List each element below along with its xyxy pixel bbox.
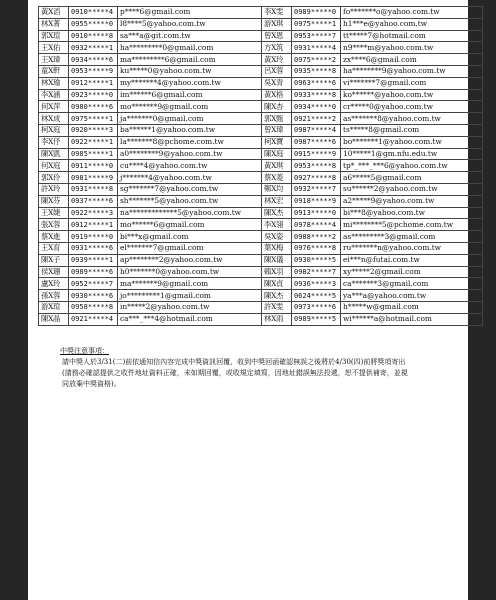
winner-phone: 0921*****4 — [69, 313, 118, 325]
winner-phone: 0934*****0 — [292, 101, 341, 113]
winner-name: 黃X琪 — [262, 160, 292, 172]
winner-phone: 0922*****3 — [69, 207, 118, 219]
winner-phone: 0976*****8 — [292, 242, 341, 254]
winner-name: 王X瑋 — [39, 54, 69, 66]
winner-phone: 0920*****3 — [69, 124, 118, 136]
winner-name: 陳X子 — [39, 254, 69, 266]
winner-phone: 0989*****0 — [292, 7, 341, 19]
winner-email: bi***8@yahoo.com.tw — [341, 207, 483, 219]
winner-name: 林X瑜 — [39, 77, 69, 89]
notes-line-1: 請中獎人於3/31(二)前依通知信內容完成中獎資訊回覆，收到中獎回函確認無誤之後將於4/30(四)前將獎項寄出 — [62, 358, 406, 366]
winner-email: zx****6@gmail.com — [341, 54, 483, 66]
winner-email: ko******@yahoo.com.tw — [341, 89, 483, 101]
winner-email: jo*********1@gmail.com — [118, 290, 262, 302]
winner-name: 陳X晶 — [39, 313, 69, 325]
table-row — [39, 195, 483, 207]
table-row — [39, 160, 483, 172]
winner-email: ru*******n@yahoo.com.tw — [341, 242, 483, 254]
table-row — [39, 290, 483, 302]
winner-name: 陳X凱 — [39, 148, 69, 160]
winner-phone: 0927*****8 — [292, 172, 341, 184]
winner-name: 陳X貞 — [262, 278, 292, 290]
winner-email: cu****4@yahoo.com.tw — [118, 160, 262, 172]
table-row — [39, 242, 483, 254]
winner-email: a0********9@yahoo.com.tw — [118, 148, 262, 160]
winner-name: 李X翎 — [262, 219, 292, 231]
winner-phone: 0913*****0 — [292, 207, 341, 219]
table-row — [39, 313, 483, 325]
winner-name: 許X玲 — [39, 183, 69, 195]
winner-email: bi***x@gmail.com — [118, 231, 262, 243]
winner-email: mi********5@pchome.com.tw — [341, 219, 483, 231]
table-row — [39, 101, 483, 113]
winner-email: el*******7@gmail.com — [118, 242, 262, 254]
winner-phone: 0921*****2 — [292, 113, 341, 125]
winner-email: ei***n@futai.com.tw — [341, 254, 483, 266]
winner-phone: 0955*****0 — [69, 18, 118, 30]
winner-phone: 0982*****7 — [292, 266, 341, 278]
winner-name: 鄭X均 — [262, 183, 292, 195]
winner-name: 郭X瑄 — [39, 30, 69, 42]
winner-email: ca*******3@gmail.com — [341, 278, 483, 290]
winner-email: tp*_***_***6@yahoo.com.tw — [341, 160, 483, 172]
winner-name: 曾X瑋 — [262, 124, 292, 136]
winner-email: ba******1@yahoo.com.tw — [118, 124, 262, 136]
table-row — [39, 172, 483, 184]
table-row — [39, 219, 483, 231]
winner-email: sa***a@git.com.tw — [118, 30, 262, 42]
winner-email: a2*****9@yahoo.com.tw — [341, 195, 483, 207]
winner-phone: 0939*****1 — [69, 254, 118, 266]
table-row — [39, 266, 483, 278]
winner-phone: 0915*****9 — [292, 148, 341, 160]
winner-name: 游X瑄 — [39, 301, 69, 313]
winner-phone: 0935*****8 — [292, 65, 341, 77]
winner-phone: 0987*****4 — [292, 124, 341, 136]
winner-phone: 0910*****8 — [69, 30, 118, 42]
notes-line-2: (請務必確認提供之收件地址資料正確，未如期回覆，或收規定填寫，因地址錯誤無法投遞，恕不提供補寄，並視 — [62, 369, 408, 377]
winner-name: 陳X庭 — [262, 148, 292, 160]
winner-phone: 0958*****8 — [69, 301, 118, 313]
winner-phone: 0973*****6 — [292, 301, 341, 313]
winner-email: wi******a@hotmail.com — [341, 313, 483, 325]
notes-heading: 中獎注意事項： — [60, 347, 109, 355]
table-row — [39, 301, 483, 313]
winner-name: 方X筑 — [262, 42, 292, 54]
winner-name: 林X菁 — [39, 18, 69, 30]
winner-email: l8****5@yahoo.com.tw — [118, 18, 262, 30]
table-row — [39, 30, 483, 42]
table-row — [39, 89, 483, 101]
table-row — [39, 54, 483, 66]
winner-name: 盧X玲 — [39, 278, 69, 290]
winner-name: 林X成 — [39, 113, 69, 125]
winner-email: ha*********0@gmail.com — [118, 42, 262, 54]
table-row — [39, 124, 483, 136]
winner-phone: 0989*****5 — [292, 313, 341, 325]
winner-email: h1***e@yahoo.com.tw — [341, 18, 483, 30]
winner-email: fo*******o@yahoo.com.tw — [341, 7, 483, 19]
winner-phone: 0918*****9 — [292, 195, 341, 207]
winner-phone: 0975*****2 — [292, 54, 341, 66]
winner-phone: 0930*****6 — [69, 290, 118, 302]
winner-name: 曾X恩 — [262, 30, 292, 42]
winner-name: 柯X寶 — [262, 136, 292, 148]
winner-email: la*******8@pchome.com.tw — [118, 136, 262, 148]
winner-name: 游X琪 — [262, 18, 292, 30]
winner-name: 侯X珊 — [39, 266, 69, 278]
winner-name: 王X佑 — [39, 42, 69, 54]
winner-name: 陳X儀 — [262, 254, 292, 266]
winner-phone: 0932*****7 — [292, 183, 341, 195]
winner-phone: 0953*****9 — [69, 65, 118, 77]
winner-name: 蔡X菱 — [262, 172, 292, 184]
winners-table-body — [39, 7, 483, 326]
winner-email: mo*******9@gmail.com — [118, 101, 262, 113]
winner-email: ma*********6@gmail.com — [118, 54, 262, 66]
winner-phone: 0922*****1 — [69, 136, 118, 148]
winner-name: 何X萍 — [39, 101, 69, 113]
winner-phone: 0912*****1 — [69, 77, 118, 89]
winner-phone: 0912*****1 — [69, 219, 118, 231]
winner-phone: 0981*****9 — [69, 172, 118, 184]
winner-phone: 0963*****6 — [292, 77, 341, 89]
table-row — [39, 42, 483, 54]
winner-name: 黃X滔 — [39, 7, 69, 19]
winner-phone: 0975*****1 — [292, 18, 341, 30]
winner-email: a6*****5@gmail.com — [341, 172, 483, 184]
table-row — [39, 113, 483, 125]
winner-phone: 0919*****0 — [69, 231, 118, 243]
winner-phone: 0936*****3 — [292, 278, 341, 290]
winner-name: 郭X伶 — [39, 172, 69, 184]
table-row — [39, 65, 483, 77]
winner-name: 李X涵 — [39, 89, 69, 101]
winner-name: 呂X蓉 — [262, 65, 292, 77]
winner-name: 葉X梅 — [262, 242, 292, 254]
winner-phone: 0931*****6 — [69, 242, 118, 254]
table-row — [39, 148, 483, 160]
winner-name: 童X軒 — [39, 65, 69, 77]
table-row — [39, 207, 483, 219]
winner-email: ap********2@yahoo.com.tw — [118, 254, 262, 266]
table-row — [39, 231, 483, 243]
winner-phone: 0934*****6 — [69, 54, 118, 66]
winner-email: tt*****7@hotmail.com — [341, 30, 483, 42]
table-row — [39, 77, 483, 89]
winner-phone: 0952*****7 — [69, 278, 118, 290]
notes-line-3: 同放棄中獎資格)。 — [62, 380, 121, 388]
winner-email: ts*****8@gmail.com — [341, 124, 483, 136]
winner-email: my*******4@yahoo.com.tw — [118, 77, 262, 89]
winner-phone: 0978*****4 — [292, 219, 341, 231]
winner-email: sh*******5@yahoo.com.tw — [118, 195, 262, 207]
winner-phone: 0931*****8 — [69, 183, 118, 195]
winner-name: 黃X格 — [262, 89, 292, 101]
table-row — [39, 183, 483, 195]
table-row — [39, 7, 483, 19]
winner-name: 孫X蓉 — [39, 290, 69, 302]
winner-name: 王X婕 — [39, 207, 69, 219]
winner-name: 許X雯 — [262, 301, 292, 313]
winner-phone: 0987*****6 — [292, 136, 341, 148]
winner-email: im******6@gmail.com — [118, 89, 262, 101]
winner-phone: 0933*****8 — [292, 89, 341, 101]
winner-name: 賴X羽 — [262, 266, 292, 278]
winner-email: su******2@yahoo.com.tw — [341, 183, 483, 195]
winner-email: 10*****1@gm.nfu.edu.tw — [341, 148, 483, 160]
winner-email: ya***a@yahoo.com.tw — [341, 290, 483, 302]
winner-email: bo*******1@yahoo.com.tw — [341, 136, 483, 148]
winner-email: ku*****0@yahoo.com.tw — [118, 65, 262, 77]
winner-phone: 0624*****5 — [292, 290, 341, 302]
winner-phone: 0988*****2 — [292, 231, 341, 243]
winner-name: 吳X青 — [262, 77, 292, 89]
winner-email: p****6@gmail.com — [118, 7, 262, 19]
winner-phone: 0980*****6 — [69, 101, 118, 113]
winner-email: as*********3@gmail.com — [341, 231, 483, 243]
winner-phone: 0953*****7 — [292, 30, 341, 42]
winner-name: 張X蓉 — [39, 219, 69, 231]
winner-name: 陳X芬 — [39, 195, 69, 207]
winner-email: mo******6@gmail.com — [118, 219, 262, 231]
table-row — [39, 18, 483, 30]
winner-name: 李X雯 — [262, 7, 292, 19]
winner-phone: 0932*****1 — [69, 42, 118, 54]
winner-email: in*****2@yahoo.com.tw — [118, 301, 262, 313]
winner-phone: 0975*****1 — [69, 113, 118, 125]
winner-email: j*******4@yahoo.com.tw — [118, 172, 262, 184]
winner-email: n9****m@yahoo.com.tw — [341, 42, 483, 54]
winner-email: sg*******7@yahoo.com.tw — [118, 183, 262, 195]
winner-notes — [60, 346, 450, 390]
winners-table — [38, 6, 483, 326]
winner-name: 陳X杰 — [262, 207, 292, 219]
winner-name: 李X伃 — [39, 136, 69, 148]
winner-email: h0*******0@yahoo.com.tw — [118, 266, 262, 278]
winner-email: cr*****0@yahoo.com.tw — [341, 101, 483, 113]
winner-name: 林X宏 — [262, 195, 292, 207]
winner-phone: 0931*****4 — [292, 42, 341, 54]
winner-email: vi*******7@gmail.com — [341, 77, 483, 89]
winner-email: na*************5@yahoo.com.tw — [118, 207, 262, 219]
winner-name: 郭X甄 — [262, 113, 292, 125]
winner-email: xy*****2@gmail.com — [341, 266, 483, 278]
winner-phone: 0923*****0 — [69, 89, 118, 101]
winner-phone: 0985*****1 — [69, 148, 118, 160]
winner-phone: 0930*****5 — [292, 254, 341, 266]
winner-name: 陳X杰 — [262, 290, 292, 302]
winner-phone: 0911*****0 — [69, 160, 118, 172]
winner-name: 蔡X進 — [39, 231, 69, 243]
winner-email: ca***_***4@hotmail.com — [118, 313, 262, 325]
winner-name: 林X雨 — [262, 313, 292, 325]
table-row — [39, 254, 483, 266]
winner-email: as*******8@yahoo.com.tw — [341, 113, 483, 125]
winner-email: ja*******0@gmail.com — [118, 113, 262, 125]
winner-phone: 0937*****6 — [69, 195, 118, 207]
winner-phone: 0989*****6 — [69, 266, 118, 278]
winner-name: 柯X庭 — [39, 124, 69, 136]
winner-phone: 0953*****8 — [292, 160, 341, 172]
winner-name: 何X庭 — [39, 160, 69, 172]
winner-name: 黃X玲 — [262, 54, 292, 66]
winner-name: 陳X杏 — [262, 101, 292, 113]
winner-name: 王X育 — [39, 242, 69, 254]
winner-phone: 0910*****4 — [69, 7, 118, 19]
winner-email: ma*******9@gmail.com — [118, 278, 262, 290]
table-row — [39, 278, 483, 290]
table-row — [39, 136, 483, 148]
winner-email: ha********9@yahoo.com.tw — [341, 65, 483, 77]
winner-email: h*****w@gmail.com — [341, 301, 483, 313]
winner-name: 吳X姿 — [262, 231, 292, 243]
